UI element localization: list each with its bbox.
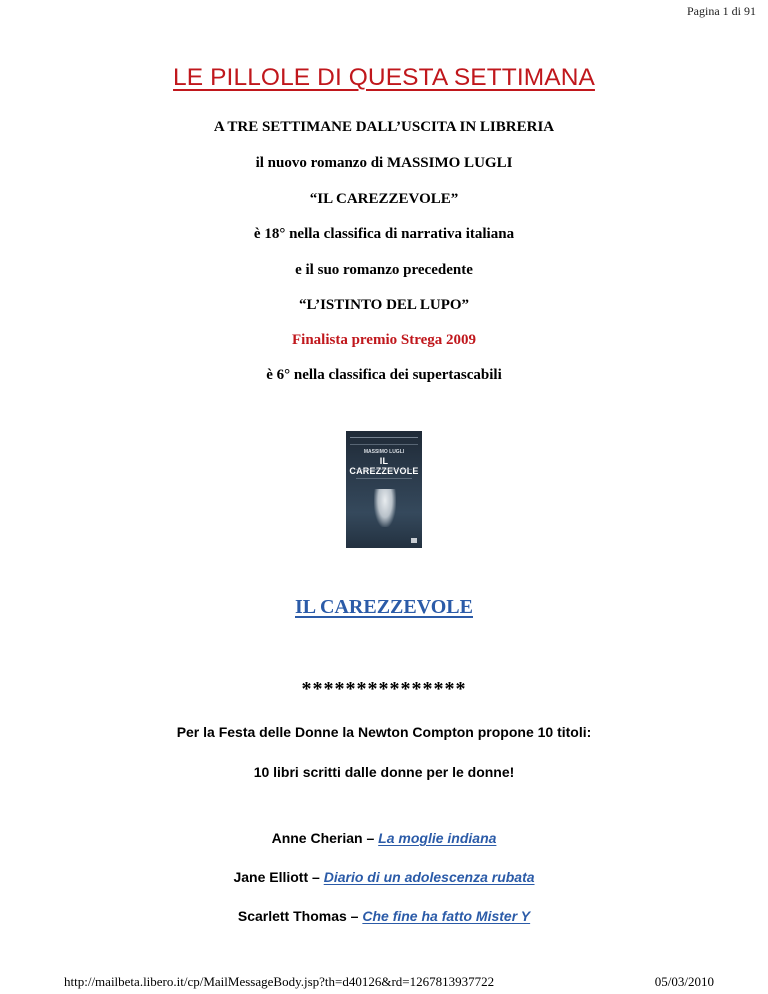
- book-author: Scarlett Thomas –: [237, 908, 363, 924]
- footer-url: http://mailbeta.libero.it/cp/MailMessageBody.jsp?th=d40126&rd=1267813937722: [64, 974, 495, 989]
- book-cover-image[interactable]: [346, 431, 422, 548]
- cover-title: IL CAREZZEVOLE: [349, 456, 419, 476]
- book-title-link[interactable]: Che fine ha fatto Mister Y: [362, 908, 531, 924]
- cover-author: MASSIMO LUGLI: [363, 449, 405, 455]
- book-author: Jane Elliott –: [233, 869, 324, 885]
- book-title-link[interactable]: Diario di un adolescenza rubata: [323, 869, 535, 885]
- cover-tagline-decoration: [350, 437, 418, 445]
- promo-line-1: Per la Festa delle Donne la Newton Compton propone 10 titoli:: [176, 724, 592, 740]
- footer-date: 05/03/2010: [654, 974, 714, 989]
- cover-figure-illustration: [374, 489, 396, 527]
- book-author: Anne Cherian –: [271, 830, 379, 846]
- strega-finalist-line: Finalista premio Strega 2009: [291, 332, 477, 348]
- book-title-link-container: [0, 596, 768, 619]
- separator-stars: ***************: [301, 678, 467, 700]
- announcement-line-4: è 18° nella classifica di narrativa italiana: [253, 226, 515, 242]
- announcement-line-6: “L’ISTINTO DEL LUPO”: [298, 297, 470, 313]
- book-title-link[interactable]: La moglie indiana: [378, 830, 497, 846]
- book-title-link[interactable]: IL CAREZZEVOLE: [295, 596, 473, 618]
- promo-line-2: 10 libri scritti dalle donne per le donne!: [253, 764, 515, 780]
- book-entry: [0, 869, 768, 885]
- book-entry: [0, 908, 768, 924]
- page-title-text: LE PILLOLE DI QUESTA SETTIMANA: [173, 64, 595, 91]
- page-title: [0, 64, 768, 92]
- announcement-line-1: A TRE SETTIMANE DALL’USCITA IN LIBRERIA: [213, 119, 555, 135]
- cover-subtitle-decoration: [356, 469, 412, 479]
- page-number: Pagina 1 di 91: [687, 4, 756, 18]
- publisher-logo-icon: [411, 538, 417, 543]
- announcement-line-2: il nuovo romanzo di MASSIMO LUGLI: [255, 155, 513, 171]
- announcement-line-3: “IL CAREZZEVOLE”: [309, 191, 459, 207]
- book-entry: [0, 830, 768, 846]
- announcement-line-8: è 6° nella classifica dei supertascabili: [266, 367, 502, 383]
- announcement-line-5: e il suo romanzo precedente: [295, 262, 473, 278]
